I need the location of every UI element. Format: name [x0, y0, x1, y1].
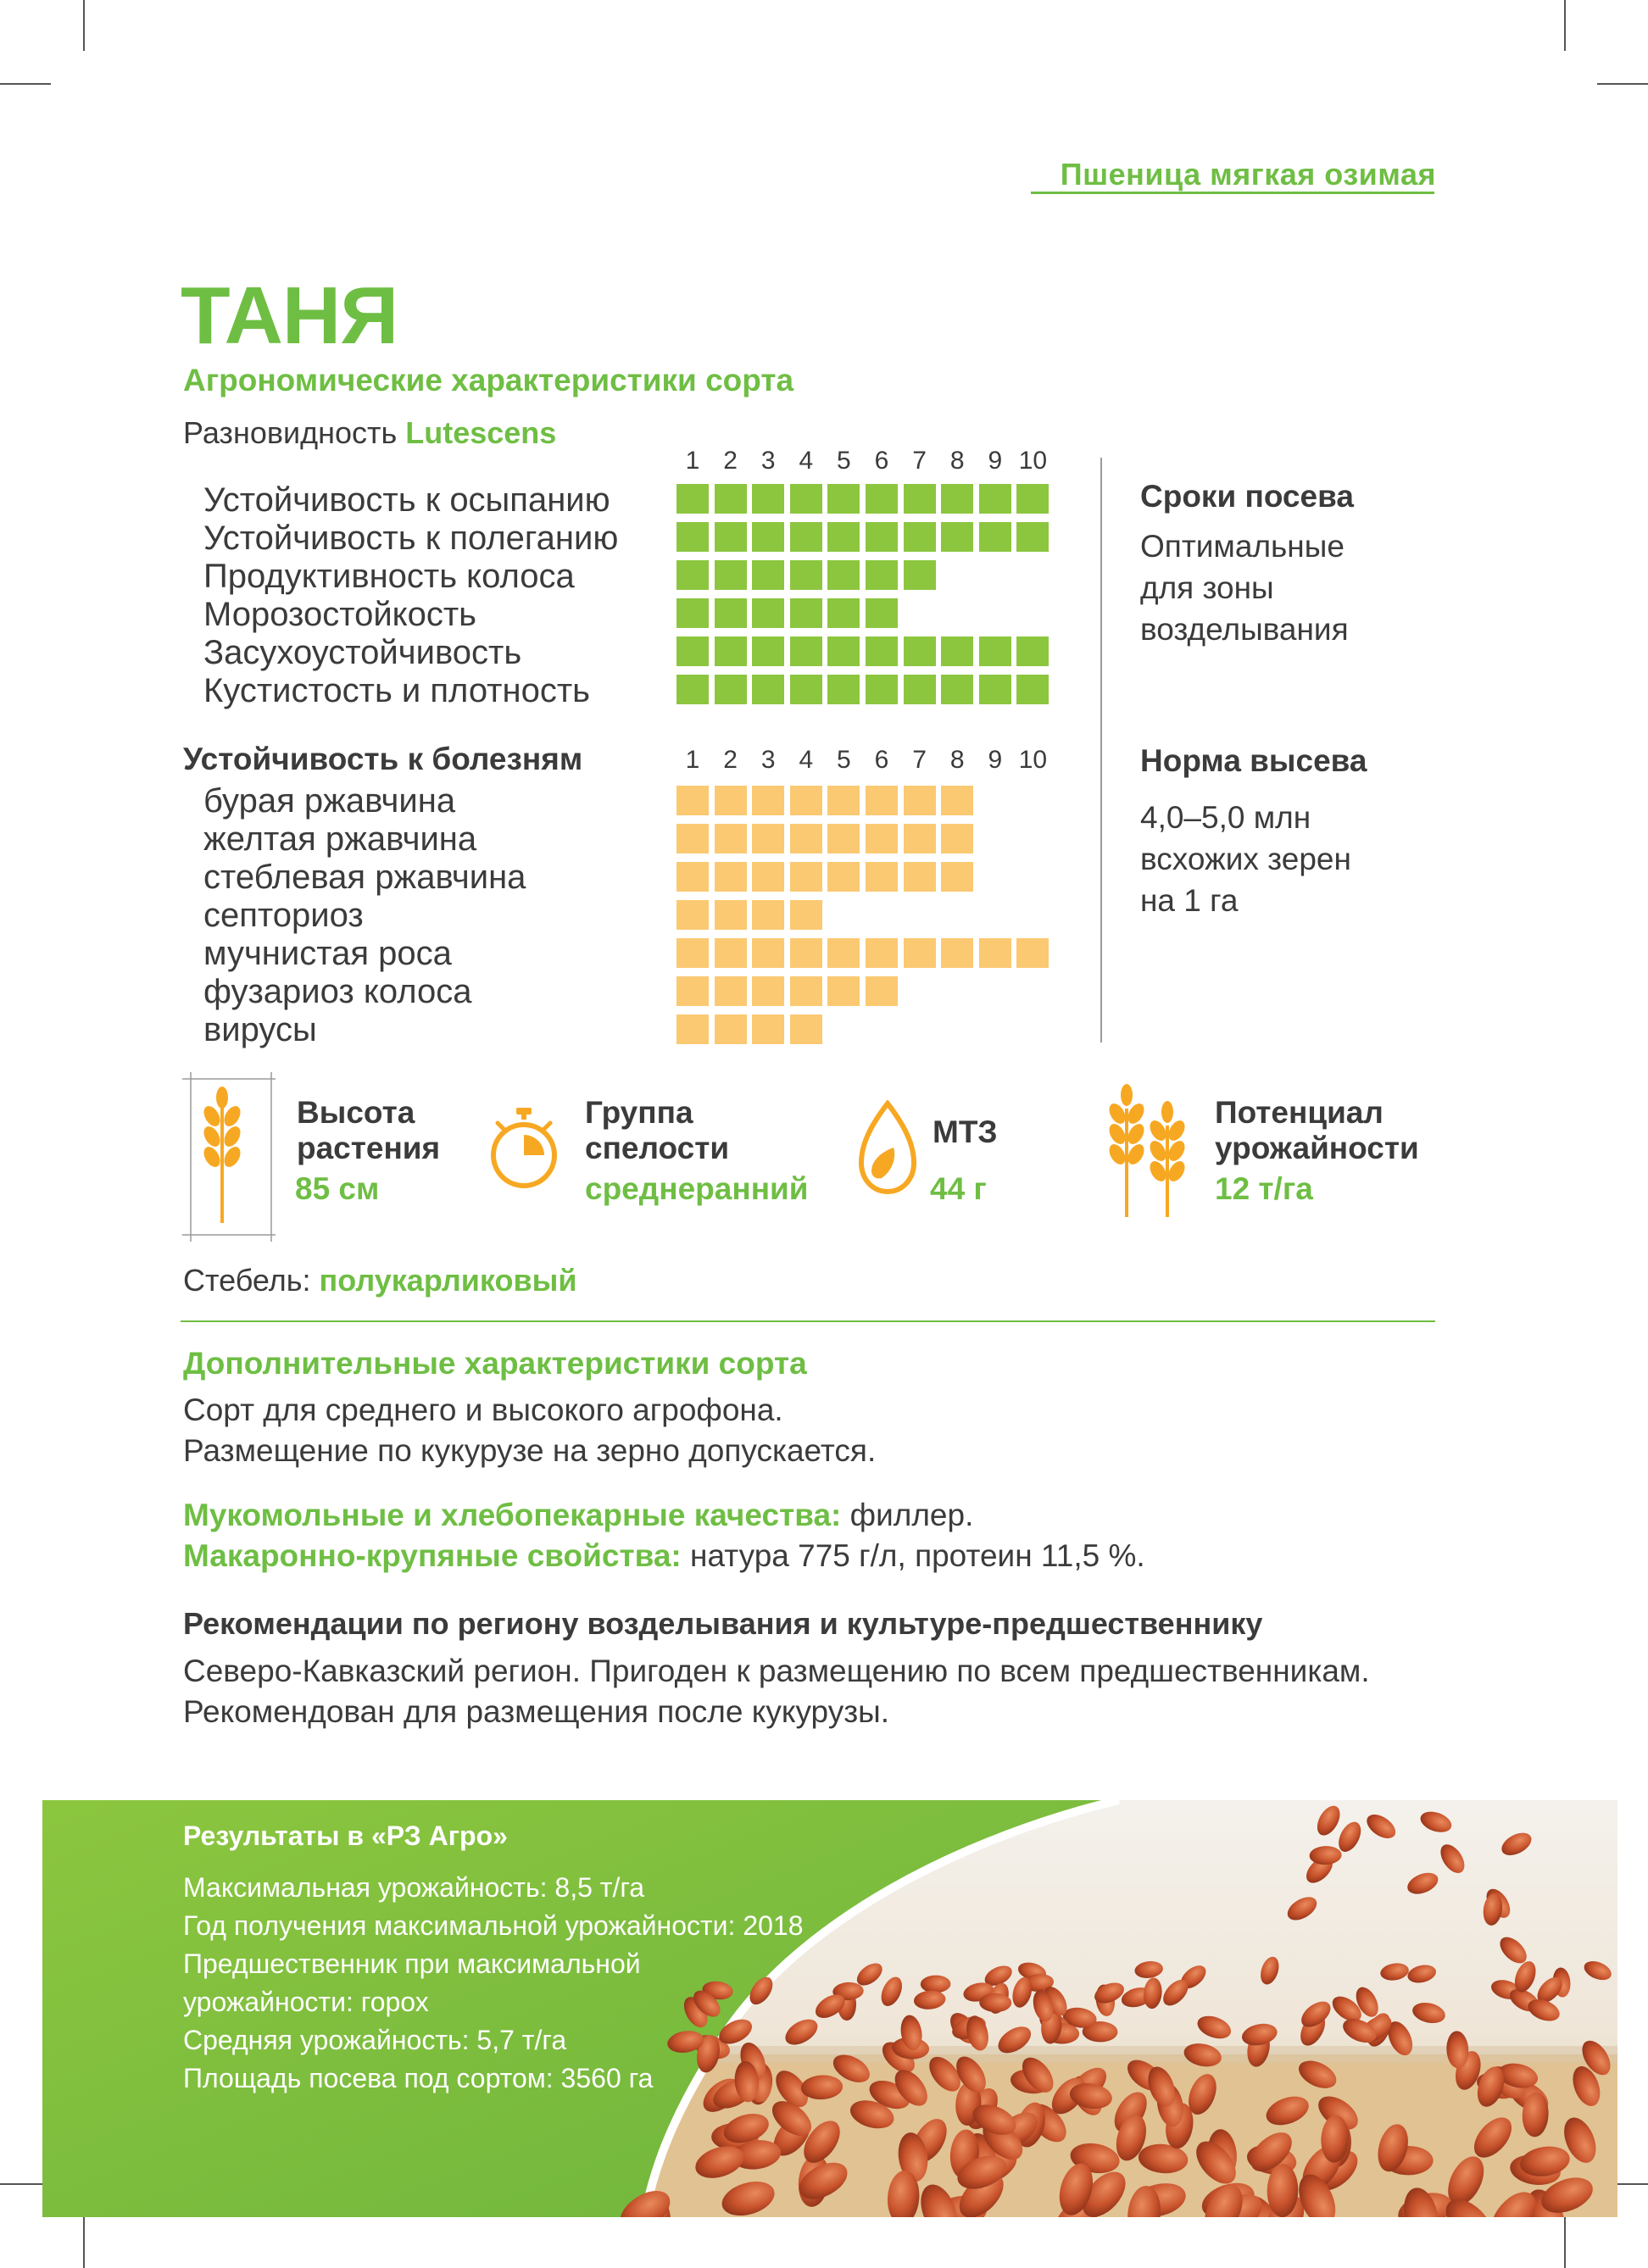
trait-rating-cell [866, 484, 898, 514]
section-divider [181, 1320, 1435, 1322]
trait-rating-cell [941, 522, 973, 552]
trait-rating-cell [979, 675, 1011, 704]
disease-rating-cell [715, 900, 747, 930]
disease-rating-cell [827, 976, 860, 1006]
scale-label: 6 [874, 746, 889, 774]
trait-rating-cell [752, 484, 784, 514]
trait-rating-cell [1016, 636, 1049, 666]
trait-rating-cell [1016, 675, 1049, 704]
trait-rating-cell [752, 522, 784, 552]
disease-rating-cell [676, 824, 709, 853]
disease-rating-cell [827, 824, 860, 853]
trait-rating-cell [715, 522, 747, 552]
header-underline [1031, 192, 1434, 194]
disease-rating-cell [904, 786, 936, 815]
grain-icon [858, 1100, 917, 1195]
disease-header: Устойчивость к болезням [183, 742, 583, 776]
disease-rating-cell [790, 862, 822, 892]
results-title: Результаты в «РЗ Агро» [183, 1821, 508, 1851]
crop-mark [1597, 83, 1648, 85]
disease-rating-cell [941, 938, 973, 968]
mtz-label: МТЗ [933, 1115, 998, 1149]
disease-name: вирусы [203, 1011, 317, 1048]
stem-value: полукарликовый [319, 1263, 577, 1298]
scale-label: 10 [1018, 746, 1048, 774]
disease-rating-cell [866, 862, 898, 892]
wheat-height-icon [182, 1072, 284, 1242]
disease-rating-cell [866, 938, 898, 968]
scale-label: 3 [760, 746, 776, 774]
disease-rating-cell [1016, 938, 1049, 968]
trait-rating-cell [715, 484, 747, 514]
disease-name: бурая ржавчина [203, 782, 456, 820]
variety-value: Lutescens [405, 415, 557, 450]
maturity-value: среднеранний [585, 1171, 809, 1206]
additional-line: Размещение по кукурузе на зерно допускается. [183, 1433, 877, 1468]
trait-rating-cell [752, 675, 784, 704]
scale-label: 6 [874, 447, 889, 475]
variety-line [183, 415, 556, 451]
column-divider [1100, 458, 1102, 1042]
trait-rating-cell [827, 675, 860, 704]
disease-rating-cell [676, 1014, 709, 1044]
trait-name: Продуктивность колоса [203, 558, 575, 595]
trait-rating-cell [715, 560, 747, 590]
scale-label: 3 [760, 447, 776, 475]
disease-scale [0, 746, 1102, 776]
scale-label: 7 [912, 447, 927, 475]
disease-rating-cell [752, 976, 784, 1006]
disease-name: мучнистая роса [203, 935, 452, 972]
quality-value: филлер. [849, 1498, 974, 1532]
results-line: Площадь посева под сортом: 3560 га [183, 2063, 654, 2093]
quality-row [183, 1495, 1145, 1536]
yield-label: Потенциал урожайности [1215, 1095, 1419, 1165]
trait-rating-cell [827, 636, 860, 666]
disease-rating-cell [715, 1014, 747, 1044]
quality-block [183, 1495, 1145, 1576]
disease-rating-cell [790, 938, 822, 968]
trait-rating-cell [866, 636, 898, 666]
trait-rating-cell [790, 484, 822, 514]
trait-rating-cell [941, 636, 973, 666]
results-line: Максимальная урожайность: 8,5 т/га [183, 1872, 645, 1903]
disease-rating-cell [790, 900, 822, 930]
scale-label: 10 [1018, 447, 1048, 475]
scale-label: 5 [837, 447, 851, 475]
disease-rating-cell [866, 824, 898, 853]
scale-label: 1 [685, 746, 700, 774]
trait-name: Морозостойкость [203, 596, 477, 633]
scale-label: 5 [837, 746, 851, 774]
disease-rating-cell [752, 1014, 784, 1044]
crop-mark [1564, 2217, 1566, 2268]
disease-rating-cell [827, 862, 860, 892]
scale-label: 4 [799, 447, 814, 475]
crop-mark [83, 0, 85, 51]
height-label: Высота растения [297, 1095, 441, 1165]
trait-rating-cell [715, 636, 747, 666]
trait-scale [0, 447, 1102, 477]
stopwatch-icon [486, 1106, 562, 1191]
recommendations-text [183, 1651, 1370, 1732]
crop-mark [1564, 0, 1566, 51]
trait-rating-cell [866, 522, 898, 552]
trait-name: Засухоустойчивость [203, 634, 522, 671]
trait-rating-cell [866, 598, 898, 628]
disease-rating-cell [790, 976, 822, 1006]
trait-rating-cell [752, 598, 784, 628]
disease-rating-cell [752, 862, 784, 892]
crop-category: Пшеница мягкая озимая [1060, 157, 1436, 192]
disease-rating-cell [715, 786, 747, 815]
trait-rating-cell [941, 675, 973, 704]
disease-rating-cell [904, 862, 936, 892]
scale-label: 2 [723, 746, 738, 774]
variety-title: ТАНЯ [181, 270, 398, 361]
scale-label: 4 [799, 746, 814, 774]
disease-rating-cell [941, 824, 973, 853]
trait-rating-cell [904, 522, 936, 552]
disease-rating-cell [715, 938, 747, 968]
quality-row [183, 1536, 1145, 1576]
disease-name: стеблевая ржавчина [203, 859, 526, 896]
disease-rating-cell [752, 900, 784, 930]
trait-rating-cell [827, 560, 860, 590]
trait-rating-cell [866, 675, 898, 704]
crop-mark [0, 83, 51, 85]
quality-label: Мукомольные и хлебопекарные качества: [183, 1498, 842, 1532]
trait-rating-cell [676, 598, 709, 628]
variety-label: Разновидность [183, 415, 398, 450]
trait-rating-cell [866, 560, 898, 590]
disease-name: септориоз [203, 897, 364, 934]
section-subtitle: Агрономические характеристики сорта [183, 363, 794, 397]
seeding-rate-text: 4,0–5,0 млн всхожих зерен на 1 га [1140, 800, 1351, 918]
trait-rating-cell [790, 560, 822, 590]
trait-rating-cell [790, 675, 822, 704]
disease-list [203, 782, 526, 1049]
trait-name: Устойчивость к осыпанию [203, 481, 610, 519]
trait-rating-cell [715, 598, 747, 628]
disease-rating-cell [715, 862, 747, 892]
trait-rating-cell [715, 675, 747, 704]
recommendations-title: Рекомендации по региону возделывания и культуре-предшественнику [183, 1606, 1263, 1641]
results-line: Год получения максимальной урожайности: 2018 [183, 1910, 804, 1941]
scale-label: 9 [988, 746, 1003, 774]
quality-value: натура 775 г/л, протеин 11,5 %. [690, 1538, 1145, 1573]
trait-rating-cell [676, 675, 709, 704]
disease-name: фузариоз колоса [203, 973, 472, 1010]
disease-rating-cell [752, 786, 784, 815]
trait-list [203, 481, 618, 710]
quality-label: Макаронно-крупяные свойства: [183, 1538, 682, 1573]
wheat-yield-icon [1100, 1075, 1197, 1219]
trait-rating-cell [676, 636, 709, 666]
disease-name: желтая ржавчина [203, 820, 477, 858]
disease-rating-cell [866, 976, 898, 1006]
trait-name: Кустистость и плотность [203, 672, 590, 709]
scale-label: 7 [912, 746, 927, 774]
trait-rating-cell [979, 636, 1011, 666]
maturity-label: Группа спелости [585, 1095, 730, 1165]
trait-rating-cell [676, 522, 709, 552]
disease-rating-cell [827, 786, 860, 815]
disease-rating-cell [790, 824, 822, 853]
disease-rating-cell [904, 824, 936, 853]
stem-line [183, 1263, 576, 1298]
results-block [183, 1821, 804, 2098]
trait-rating-cell [790, 522, 822, 552]
additional-text [183, 1390, 876, 1471]
trait-name: Устойчивость к полеганию [203, 520, 619, 557]
trait-rating-cell [979, 522, 1011, 552]
trait-rating-cell [752, 636, 784, 666]
trait-rating-cell [827, 484, 860, 514]
trait-rating-cell [1016, 522, 1049, 552]
recommendation-line: Северо-Кавказский регион. Пригоден к размещению по всем предшественникам. [183, 1654, 1370, 1688]
scale-label: 8 [949, 447, 965, 475]
disease-rating-cell [827, 938, 860, 968]
seeding-rate-title: Норма высева [1140, 743, 1367, 778]
trait-rating-cell [827, 598, 860, 628]
sowing-time-text: Оптимальные для зоны возделывания [1140, 529, 1349, 647]
trait-rating-cell [904, 484, 936, 514]
disease-rating-cell [752, 824, 784, 853]
additional-title: Дополнительные характеристики сорта [183, 1346, 807, 1381]
trait-rating-cell [676, 560, 709, 590]
additional-line: Сорт для среднего и высокого агрофона. [183, 1392, 783, 1427]
sowing-time-title: Сроки посева [1140, 479, 1354, 514]
results-line: урожайности: горох [183, 1987, 429, 2017]
disease-rating-cell [790, 1014, 822, 1044]
height-value: 85 см [295, 1171, 380, 1206]
disease-rating-cell [676, 862, 709, 892]
disease-rating-cell [676, 900, 709, 930]
disease-rating-cell [790, 786, 822, 815]
disease-rating-cell [676, 938, 709, 968]
trait-rating-cell [941, 484, 973, 514]
disease-rating-cell [904, 938, 936, 968]
scale-label: 8 [949, 746, 965, 774]
results-line: Предшественник при максимальной [183, 1948, 641, 1979]
scale-label: 1 [685, 447, 700, 475]
trait-rating-cell [904, 675, 936, 704]
disease-rating-cell [676, 976, 709, 1006]
yield-value: 12 т/га [1215, 1171, 1313, 1206]
disease-rating-cell [941, 786, 973, 815]
trait-rating-cell [676, 484, 709, 514]
trait-rating-cell [752, 560, 784, 590]
mtz-value: 44 г [930, 1171, 987, 1206]
disease-rating-cell [866, 786, 898, 815]
results-line: Средняя урожайность: 5,7 т/га [183, 2025, 567, 2055]
disease-rating-cell [752, 938, 784, 968]
disease-rating-cell [941, 862, 973, 892]
trait-rating-cell [790, 598, 822, 628]
scale-label: 2 [723, 447, 738, 475]
disease-rating-cell [676, 786, 709, 815]
disease-rating-cell [715, 976, 747, 1006]
crop-mark [83, 2217, 85, 2268]
trait-rating-cell [827, 522, 860, 552]
recommendation-line: Рекомендован для размещения после кукурузы. [183, 1694, 890, 1729]
trait-rating-cell [979, 484, 1011, 514]
disease-rating-cell [979, 938, 1011, 968]
trait-rating-cell [790, 636, 822, 666]
trait-rating-cell [904, 636, 936, 666]
trait-rating-cell [904, 560, 936, 590]
trait-rating-cell [1016, 484, 1049, 514]
disease-rating-cell [715, 824, 747, 853]
stem-label: Стебель: [183, 1263, 311, 1298]
scale-label: 9 [988, 447, 1003, 475]
